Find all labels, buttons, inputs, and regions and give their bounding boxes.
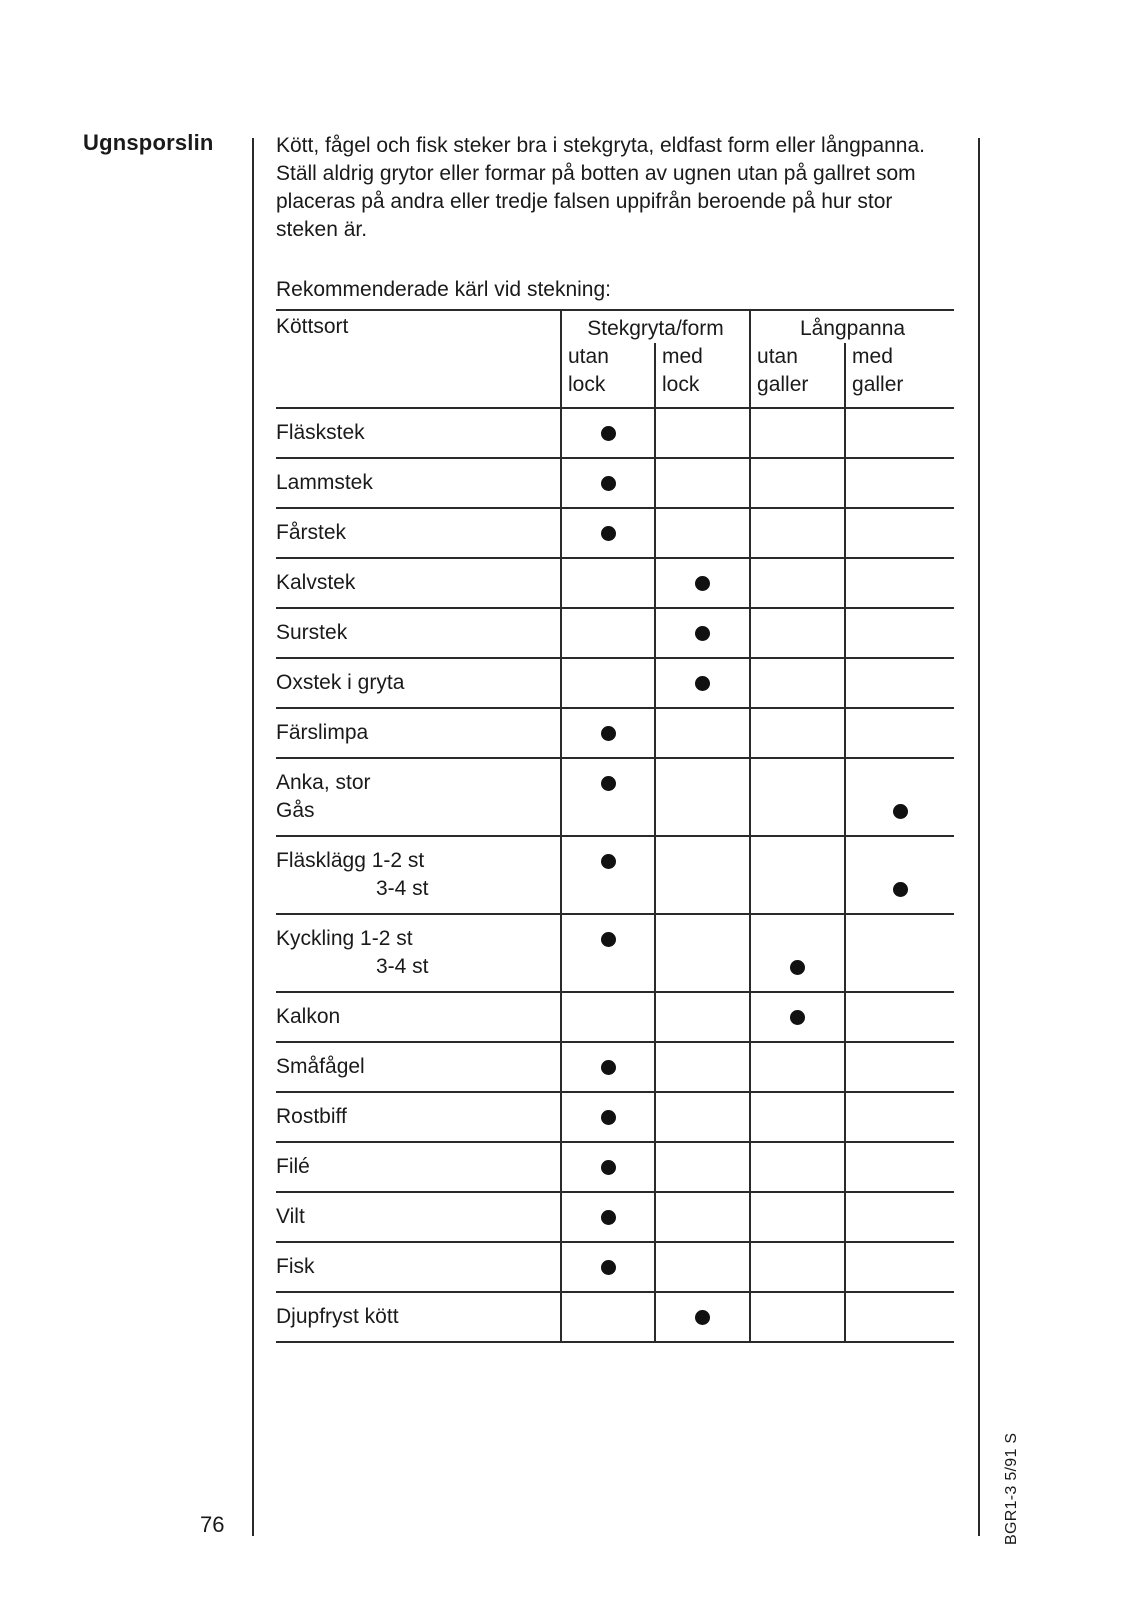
meat-kind-label: Lammstek: [276, 471, 373, 494]
recommended-dot-icon: [601, 726, 616, 741]
vessel-cell: [750, 1042, 845, 1092]
vessel-cell: [561, 914, 655, 992]
vessel-cell: [750, 836, 845, 914]
vessel-cell: [561, 558, 655, 608]
vessel-cell: [750, 1242, 845, 1292]
section-heading: Ugnsporslin: [83, 130, 214, 155]
meat-kind-label: Oxstek i gryta: [276, 671, 405, 694]
vessel-cell: [750, 458, 845, 508]
recommended-dot-icon: [601, 854, 616, 869]
vessel-cell: [561, 836, 655, 914]
header-med-lock-l2: lock: [662, 373, 700, 396]
meat-kind-cell: [276, 836, 561, 914]
meat-kind-cell: [276, 658, 561, 708]
vessel-cell: [750, 1292, 845, 1342]
meat-kind-cell: [276, 708, 561, 758]
meat-kind-cell: [276, 992, 561, 1042]
vessel-cell: [845, 1142, 954, 1192]
vessel-cell: [750, 608, 845, 658]
vessel-cell: [655, 608, 750, 658]
vessel-cell: [655, 1242, 750, 1292]
meat-kind-cell: [276, 458, 561, 508]
meat-kind-cell: [276, 508, 561, 558]
table-row: [276, 992, 954, 1042]
table-body: [276, 409, 954, 1342]
meat-kind-cell: [276, 1142, 561, 1192]
header-med-lock: [655, 343, 750, 408]
vessel-cell: [655, 1042, 750, 1092]
recommended-dot-icon: [601, 1210, 616, 1225]
header-utan-lock-l1: utan: [568, 345, 609, 368]
meat-kind-label: 3-4 st: [376, 877, 429, 900]
meat-kind-label: Kyckling 1-2 st: [276, 927, 413, 950]
vessel-cell: [845, 992, 954, 1042]
meat-kind-label: Färslimpa: [276, 721, 369, 744]
header-kind: Köttsort: [276, 310, 561, 408]
meat-kind-cell: [276, 608, 561, 658]
recommended-dot-icon: [601, 1260, 616, 1275]
vessel-cell: [845, 658, 954, 708]
vessel-cell: [845, 558, 954, 608]
recommended-dot-icon: [601, 526, 616, 541]
vessel-cell: [655, 458, 750, 508]
meat-kind-label: Kalkon: [276, 1005, 341, 1028]
vessel-cell: [845, 1292, 954, 1342]
vessel-cell: [750, 658, 845, 708]
meat-kind-cell: [276, 1192, 561, 1242]
document-code: BGR1-3 5/91 S: [1003, 1432, 1020, 1545]
header-group-stekgryta: [561, 310, 750, 343]
vessel-cell: [655, 836, 750, 914]
vessel-cell: [561, 1192, 655, 1242]
vessel-cell: [655, 992, 750, 1042]
recommended-dot-icon: [790, 1010, 805, 1025]
recommended-dot-icon: [893, 882, 908, 897]
meat-kind-label: Djupfryst kött: [276, 1305, 399, 1328]
recommended-dot-icon: [601, 1110, 616, 1125]
table-row: [276, 1142, 954, 1192]
vessel-cell: [845, 1242, 954, 1292]
recommended-dot-icon: [695, 626, 710, 641]
meat-kind-label: Fläskstek: [276, 421, 365, 444]
vessel-cell: [845, 836, 954, 914]
vessel-cell: [845, 914, 954, 992]
meat-kind-label: Kalvstek: [276, 571, 356, 594]
recommended-dot-icon: [893, 804, 908, 819]
recommended-dot-icon: [695, 676, 710, 691]
table-row: [276, 409, 954, 458]
vessel-cell: [845, 508, 954, 558]
table-row: [276, 1242, 954, 1292]
vessel-cell: [750, 914, 845, 992]
table-row: [276, 708, 954, 758]
vessel-cell: [750, 1092, 845, 1142]
vessel-cell: [845, 708, 954, 758]
vessel-cell: [655, 1142, 750, 1192]
vessel-cell: [750, 708, 845, 758]
header-med-galler-l2: galler: [852, 373, 904, 396]
header-med-galler-l1: med: [852, 345, 893, 368]
table-row: [276, 658, 954, 708]
meat-kind-cell: [276, 758, 561, 836]
vessel-cell: [561, 708, 655, 758]
vessel-cell: [561, 409, 655, 458]
vessel-cell: [845, 1092, 954, 1142]
vessel-cell: [561, 992, 655, 1042]
meat-kind-cell: [276, 1042, 561, 1092]
vessel-cell: [561, 1092, 655, 1142]
meat-kind-cell: [276, 914, 561, 992]
table-row: [276, 758, 954, 836]
header-utan-lock: [561, 343, 655, 408]
table-row: [276, 1042, 954, 1092]
header-group-langpanna-title: Långpanna: [799, 317, 906, 340]
vessel-cell: [655, 508, 750, 558]
recommended-dot-icon: [790, 960, 805, 975]
table-row: [276, 836, 954, 914]
vessel-cell: [750, 992, 845, 1042]
meat-kind-cell: [276, 1092, 561, 1142]
meat-kind-label: 3-4 st: [376, 955, 429, 978]
cookware-table: [276, 309, 954, 1343]
meat-kind-cell: [276, 1292, 561, 1342]
table-row: [276, 508, 954, 558]
vessel-cell: [750, 409, 845, 458]
recommended-dot-icon: [695, 1310, 710, 1325]
vessel-cell: [655, 708, 750, 758]
vessel-cell: [845, 409, 954, 458]
header-utan-galler-l1: utan: [757, 345, 798, 368]
table-row: [276, 1092, 954, 1142]
meat-kind-label: Småfågel: [276, 1055, 365, 1078]
right-margin-rule: [978, 138, 980, 1536]
left-margin-rule: [252, 138, 254, 1536]
vessel-cell: [845, 458, 954, 508]
table-header-row: [276, 310, 954, 343]
vessel-cell: [561, 1142, 655, 1192]
vessel-cell: [655, 758, 750, 836]
recommended-dot-icon: [601, 426, 616, 441]
vessel-cell: [655, 914, 750, 992]
meat-kind-label: Vilt: [276, 1205, 305, 1228]
vessel-cell: [561, 1292, 655, 1342]
table-row: [276, 458, 954, 508]
header-med-galler: [845, 343, 954, 408]
header-utan-galler: [750, 343, 845, 408]
table-caption: Rekommenderade kärl vid stekning:: [276, 278, 611, 301]
vessel-cell: [561, 758, 655, 836]
meat-kind-label: Gås: [276, 799, 315, 822]
recommended-dot-icon: [695, 576, 710, 591]
meat-kind-label: Fläsklägg 1-2 st: [276, 849, 425, 872]
vessel-cell: [750, 1142, 845, 1192]
vessel-cell: [655, 409, 750, 458]
meat-kind-label: Fisk: [276, 1255, 315, 1278]
vessel-cell: [561, 1242, 655, 1292]
recommended-dot-icon: [601, 776, 616, 791]
vessel-cell: [561, 608, 655, 658]
vessel-cell: [845, 608, 954, 658]
meat-kind-label: Filé: [276, 1155, 310, 1178]
header-utan-lock-l2: lock: [568, 373, 606, 396]
vessel-cell: [750, 1192, 845, 1242]
header-med-lock-l1: med: [662, 345, 703, 368]
vessel-cell: [561, 658, 655, 708]
vessel-cell: [561, 1042, 655, 1092]
vessel-cell: [655, 1192, 750, 1242]
recommended-dot-icon: [601, 476, 616, 491]
vessel-cell: [750, 758, 845, 836]
vessel-cell: [750, 558, 845, 608]
recommended-dot-icon: [601, 1060, 616, 1075]
vessel-cell: [845, 1192, 954, 1242]
vessel-cell: [845, 1042, 954, 1092]
table-row: [276, 608, 954, 658]
recommended-dot-icon: [601, 1160, 616, 1175]
vessel-cell: [655, 558, 750, 608]
meat-kind-label: Fårstek: [276, 521, 347, 544]
vessel-cell: [655, 658, 750, 708]
page-number: 76: [200, 1512, 225, 1537]
meat-kind-label: Surstek: [276, 621, 348, 644]
table-row: [276, 558, 954, 608]
meat-kind-label: Anka, stor: [276, 771, 371, 794]
vessel-cell: [655, 1092, 750, 1142]
intro-paragraph: Kött, fågel och fisk steker bra i stekgryta, eldfast form eller långpanna. Ställ aldrig grytor eller formar på botten av ugnen utan på gallret som placeras på andra eller tredje falsen uppifrån beroende på hur stor steken är.: [276, 134, 925, 241]
meat-kind-label: Rostbiff: [276, 1105, 347, 1128]
header-group-stekgryta-title: Stekgryta/form: [587, 317, 724, 340]
table-row: [276, 914, 954, 992]
header-utan-galler-l2: galler: [757, 373, 809, 396]
recommended-dot-icon: [601, 932, 616, 947]
meat-kind-cell: [276, 409, 561, 458]
vessel-cell: [561, 508, 655, 558]
table-row: [276, 1192, 954, 1242]
header-group-langpanna: [750, 310, 954, 343]
vessel-cell: [655, 1292, 750, 1342]
table-row: [276, 1292, 954, 1342]
vessel-cell: [845, 758, 954, 836]
vessel-cell: [561, 458, 655, 508]
meat-kind-cell: [276, 558, 561, 608]
meat-kind-cell: [276, 1242, 561, 1292]
vessel-cell: [750, 508, 845, 558]
